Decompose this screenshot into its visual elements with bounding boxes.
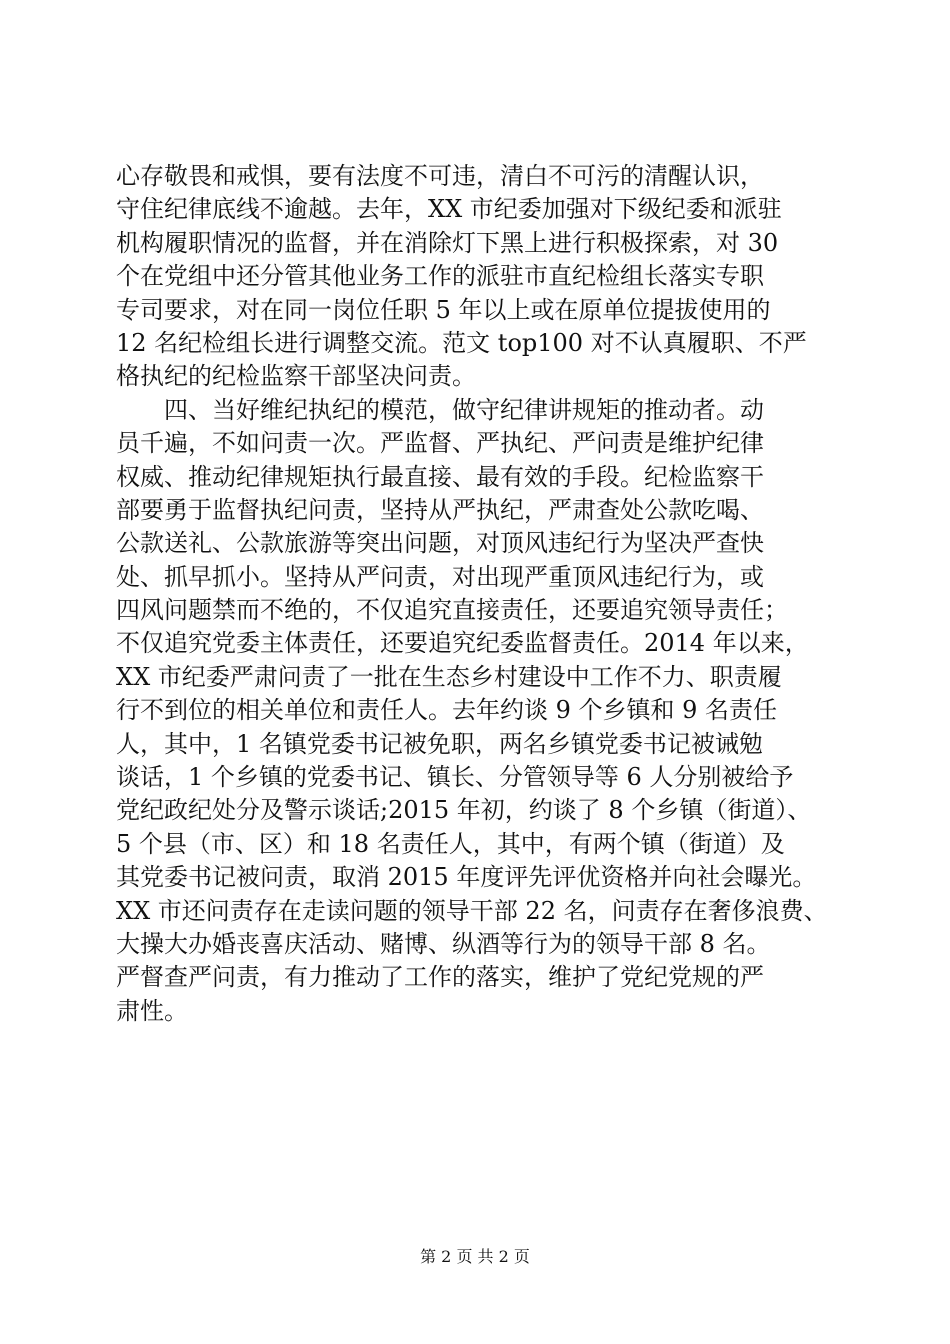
text-line: 大操大办婚丧喜庆活动、赌博、纵酒等行为的领导干部 8 名。 <box>116 929 771 958</box>
text-line: 员千遍，不如问责一次。严监督、严执纪、严问责是维护纪律 <box>116 429 764 458</box>
text-line: 肃性。 <box>116 996 188 1025</box>
text-line: 人，其中，1 名镇党委书记被免职，两名乡镇党委书记被诫勉 <box>116 729 763 758</box>
text-line: XX 市纪委严肃问责了一批在生态乡村建设中工作不力、职责履 <box>116 662 782 691</box>
text-line: 不仅追究党委主体责任，还要追究纪委监督责任。2014 年以来， <box>116 629 809 658</box>
text-line: 个在党组中还分管其他业务工作的派驻市直纪检组长落实专职 <box>116 262 764 291</box>
text-line: 其党委书记被问责，取消 2015 年度评先评优资格并向社会曝光。 <box>116 863 817 892</box>
text-line: XX 市还问责存在走读问题的领导干部 22 名，问责存在奢侈浪费、 <box>116 896 828 925</box>
text-line: 严督查严问责，有力推动了工作的落实，维护了党纪党规的严 <box>116 963 764 992</box>
text-line: 机构履职情况的监督，并在消除灯下黑上进行积极探索，对 30 <box>116 228 779 257</box>
text-line: 党纪政纪处分及警示谈话;2015 年初，约谈了 8 个乡镇（街道）、 <box>116 796 812 825</box>
body-text <box>116 160 852 1028</box>
text-line: 权威、推动纪律规矩执行最直接、最有效的手段。纪检监察干 <box>116 462 764 491</box>
text-line: 行不到位的相关单位和责任人。去年约谈 9 个乡镇和 9 名责任 <box>116 696 778 725</box>
text-line: 谈话，1 个乡镇的党委书记、镇长、分管领导等 6 人分别被给予 <box>116 763 794 792</box>
paragraph-start-line: 四、当好维纪执纪的模范，做守纪律讲规矩的推动者。动 <box>116 395 764 424</box>
text-line: 格执纪的纪检监察干部坚决问责。 <box>116 362 476 391</box>
text-line: 四风问题禁而不绝的，不仅追究直接责任，还要追究领导责任； <box>116 596 788 625</box>
text-line: 12 名纪检组长进行调整交流。范文 top100 对不认真履职、不严 <box>116 328 807 357</box>
text-line: 5 个县（市、区）和 18 名责任人，其中，有两个镇（街道）及 <box>116 829 785 858</box>
text-line: 处、抓早抓小。坚持从严问责，对出现严重顶风违纪行为，或 <box>116 562 764 591</box>
text-line: 公款送礼、公款旅游等突出问题，对顶风违纪行为坚决严查快 <box>116 529 764 558</box>
text-line: 部要勇于监督执纪问责，坚持从严执纪，严肃查处公款吃喝、 <box>116 495 764 524</box>
text-line: 心存敬畏和戒惧，要有法度不可违，清白不可污的清醒认识， <box>116 162 764 190</box>
page-number-footer: 第 2 页 共 2 页 <box>420 1247 530 1266</box>
text-line: 专司要求，对在同一岗位任职 5 年以上或在原单位提拔使用的 <box>116 295 771 324</box>
text-line: 守住纪律底线不逾越。去年，XX 市纪委加强对下级纪委和派驻 <box>116 195 782 224</box>
